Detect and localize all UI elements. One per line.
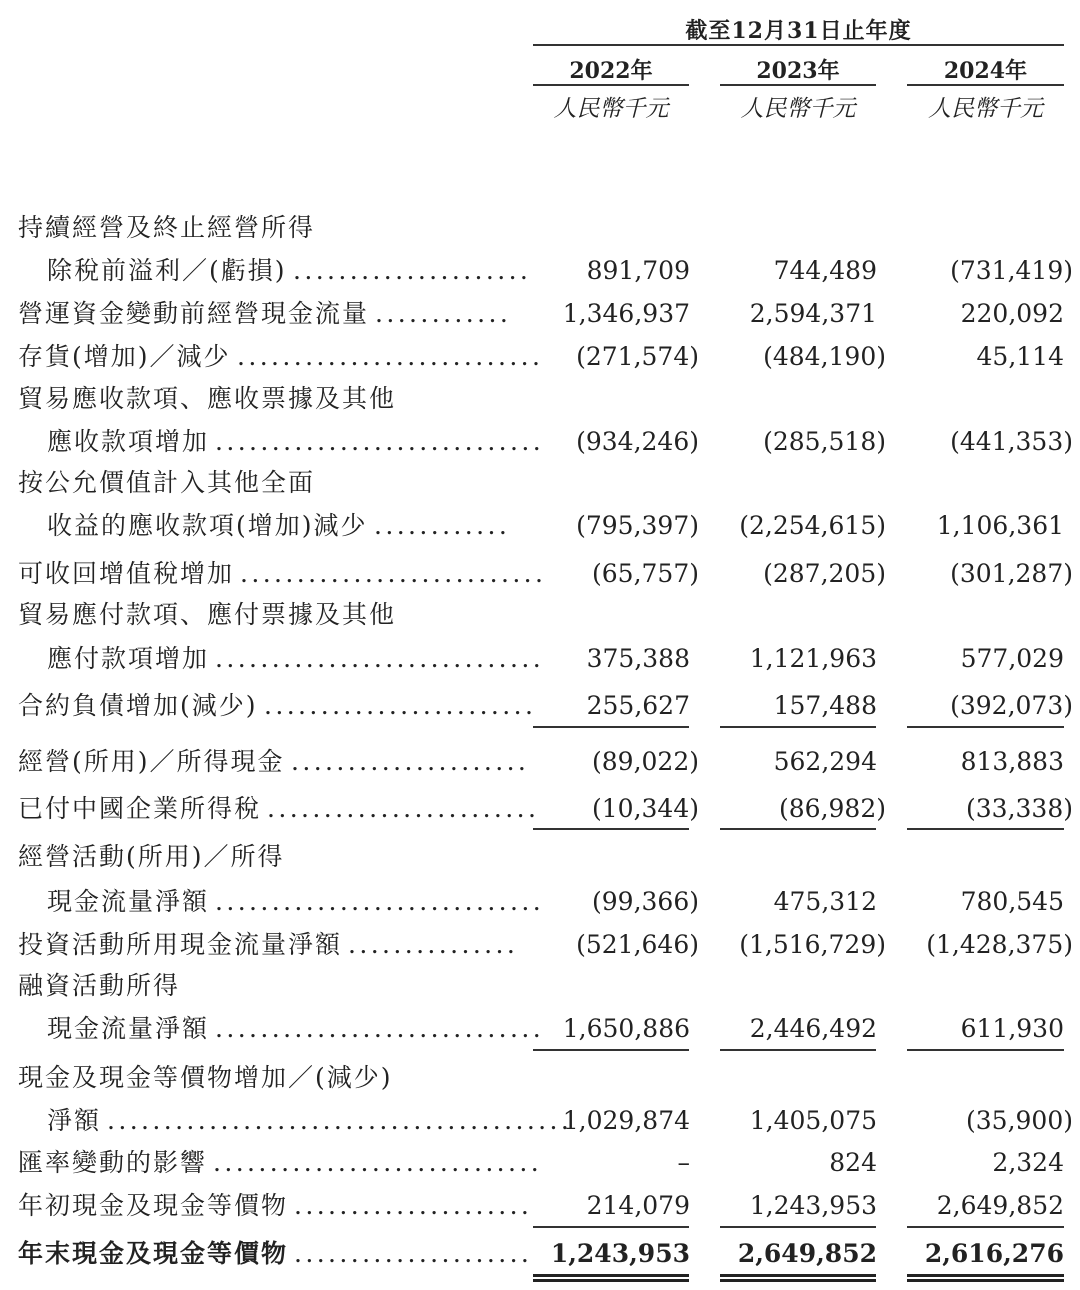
row-value-2023: (287,205) [763, 559, 886, 588]
dot-leader: ........................ [264, 691, 537, 720]
dot-leader: ............................. [215, 644, 545, 673]
row-label: 匯率變動的影響 [18, 1148, 208, 1177]
dot-leader: ............................. [213, 1148, 543, 1177]
row-value-2022: (795,397) [576, 511, 699, 540]
period-heading: 截至12月31日止年度 [685, 18, 912, 44]
row-value-2022: 1,346,937 [562, 299, 690, 328]
row-value-2024: 577,029 [960, 644, 1064, 673]
row-value-2023: (2,254,615) [739, 511, 886, 540]
row-label: 按公允價值計入其他全面 [18, 468, 316, 497]
row-value-2024: (731,419) [950, 256, 1073, 285]
row-value-2022: (521,646) [576, 930, 699, 959]
row-value-2023: (1,516,729) [739, 930, 886, 959]
row-value-2022: 375,388 [586, 644, 690, 673]
row-value-2022: (271,574) [576, 342, 699, 371]
unit-label-2024: 人民幣千元 [928, 96, 1043, 122]
row-value-2024: 611,930 [960, 1014, 1064, 1043]
subtotal-rule [720, 1049, 876, 1051]
dot-leader: ............................. [215, 1014, 545, 1043]
year-2022-heading: 2022年 [569, 58, 653, 84]
dot-leader: ........................... [237, 342, 544, 371]
row-value-2024: 220,092 [960, 299, 1064, 328]
unit-label-2022: 人民幣千元 [553, 96, 669, 122]
row-value-2022: (934,246) [576, 427, 699, 456]
year-2023-heading: 2023年 [756, 58, 840, 84]
unit-label-2023: 人民幣千元 [740, 96, 856, 122]
dot-leader: ............ [375, 299, 512, 328]
dot-leader: ............... [348, 930, 519, 959]
row-value-2023: 1,405,075 [749, 1106, 877, 1135]
row-value-2024: (441,353) [950, 427, 1073, 456]
row-value-2022: 255,627 [586, 691, 690, 720]
row-value-2024: (1,428,375) [926, 930, 1073, 959]
row-value-2023: (484,190) [763, 342, 886, 371]
row-value-2023: (285,518) [763, 427, 886, 456]
subtotal-rule [907, 1226, 1064, 1228]
dot-leader: ......................................... [107, 1106, 573, 1135]
row-label: 投資活動所用現金流量淨額 [18, 930, 343, 959]
row-label: 現金流量淨額 [47, 887, 210, 916]
year-2024-heading: 2024年 [943, 58, 1028, 84]
row-label: 可收回增值稅增加 [18, 559, 235, 588]
dot-leader: ..................... [291, 747, 530, 776]
dot-leader: ........................... [240, 559, 547, 588]
subtotal-rule [533, 1049, 689, 1051]
row-label: 現金及現金等價物增加／(減少) [18, 1063, 393, 1092]
row-value-2024: 2,324 [992, 1148, 1064, 1177]
dot-leader: ............................. [215, 427, 545, 456]
total-double-rule [533, 1274, 689, 1282]
row-label: 應付款項增加 [47, 644, 210, 673]
row-value-2023: 2,594,371 [749, 299, 877, 328]
row-label: 經營(所用)／所得現金 [18, 747, 285, 776]
row-value-2023: 2,446,492 [749, 1014, 877, 1043]
row-value-2022: (99,366) [592, 887, 699, 916]
subtotal-rule [907, 828, 1064, 830]
period-underline [533, 44, 1064, 46]
row-label: 營運資金變動前經營現金流量 [18, 299, 370, 328]
row-value-2024: (392,073) [950, 691, 1073, 720]
row-label: 年初現金及現金等價物 [18, 1191, 289, 1220]
row-value-2022: 214,079 [586, 1191, 690, 1220]
dot-leader: ........................ [267, 794, 540, 823]
year-2023-underline [720, 84, 876, 86]
row-value-2023: 475,312 [773, 887, 877, 916]
row-label: 應收款項增加 [47, 427, 210, 456]
total-double-rule [907, 1274, 1064, 1282]
row-value-2022: 1,243,953 [550, 1239, 690, 1268]
subtotal-rule [533, 828, 689, 830]
dot-leader: ..................... [294, 1191, 533, 1220]
year-2022-underline [533, 84, 689, 86]
row-label: 已付中國企業所得稅 [18, 794, 262, 823]
row-value-2024: (301,287) [950, 559, 1073, 588]
subtotal-rule [720, 828, 876, 830]
year-2024-underline [907, 84, 1064, 86]
row-value-2023: (86,982) [779, 794, 886, 823]
row-label: 淨額 [47, 1106, 102, 1135]
row-value-2022: (10,344) [592, 794, 699, 823]
subtotal-rule [907, 1049, 1064, 1051]
row-label: 貿易應付款項、應付票據及其他 [18, 600, 397, 629]
row-label: 合約負債增加(減少) [18, 691, 258, 720]
subtotal-rule [720, 1226, 876, 1228]
dot-leader: ............ [374, 511, 511, 540]
row-value-2024: 2,616,276 [924, 1239, 1064, 1268]
row-value-2023: 562,294 [773, 747, 877, 776]
row-label: 融資活動所得 [18, 971, 181, 1000]
row-value-2023: 2,649,852 [737, 1239, 877, 1268]
row-label: 持續經營及終止經營所得 [18, 213, 316, 242]
row-value-2022: 891,709 [586, 256, 690, 285]
row-value-2022: 1,650,886 [562, 1014, 690, 1043]
row-label: 存貨(增加)／減少 [18, 342, 231, 371]
row-value-2022: 1,029,874 [562, 1106, 690, 1135]
row-value-2023: 157,488 [773, 691, 877, 720]
row-value-2022: (89,022) [592, 747, 699, 776]
dot-leader: ............................. [215, 887, 545, 916]
row-value-2022: (65,757) [592, 559, 699, 588]
total-double-rule [720, 1274, 876, 1282]
subtotal-rule [533, 1226, 689, 1228]
row-label: 經營活動(所用)／所得 [18, 842, 285, 871]
row-label: 現金流量淨額 [47, 1014, 210, 1043]
row-label: 貿易應收款項、應收票據及其他 [18, 384, 397, 413]
row-label: 收益的應收款項(增加)減少 [47, 511, 368, 540]
subtotal-rule [533, 726, 689, 728]
row-value-2022: – [677, 1148, 690, 1177]
row-value-2024: 1,106,361 [936, 511, 1064, 540]
row-value-2024: 813,883 [960, 747, 1064, 776]
subtotal-rule [907, 726, 1064, 728]
row-value-2023: 744,489 [773, 256, 877, 285]
row-label: 年末現金及現金等價物 [18, 1239, 289, 1268]
dot-leader: ..................... [293, 256, 532, 285]
dot-leader: ..................... [294, 1239, 533, 1268]
subtotal-rule [720, 726, 876, 728]
row-value-2024: (35,900) [966, 1106, 1073, 1135]
row-value-2024: 2,649,852 [936, 1191, 1064, 1220]
row-value-2023: 1,121,963 [749, 644, 877, 673]
row-value-2024: (33,338) [966, 794, 1073, 823]
row-value-2024: 45,114 [976, 342, 1064, 371]
row-value-2023: 824 [829, 1148, 877, 1177]
row-value-2023: 1,243,953 [749, 1191, 877, 1220]
row-value-2024: 780,545 [960, 887, 1064, 916]
row-label: 除稅前溢利／(虧損) [47, 256, 287, 285]
